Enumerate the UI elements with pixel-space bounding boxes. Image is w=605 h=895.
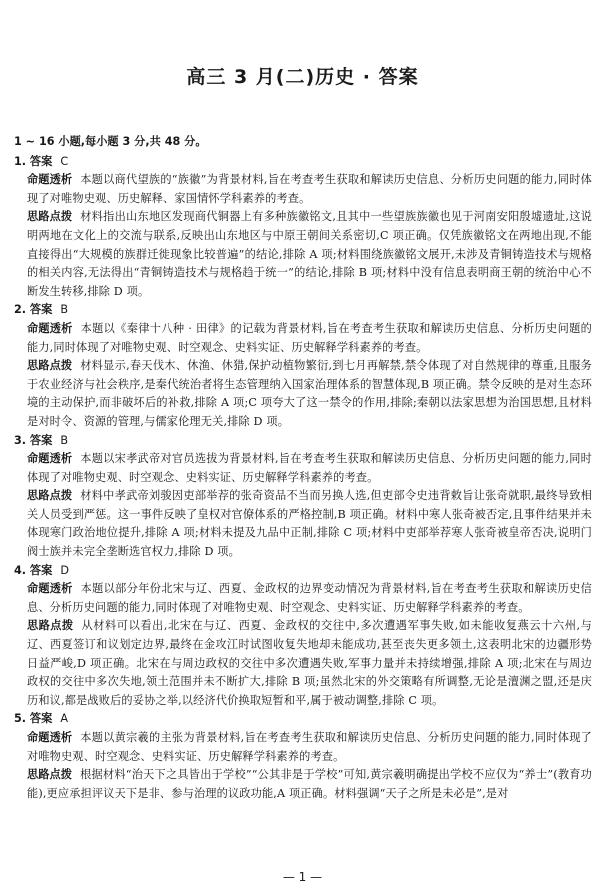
answer-value: C [60,154,69,168]
tip-label: 思路点拨 [27,768,73,782]
tip-label: 思路点拨 [27,210,73,224]
tip-text: 根据材料“治天下之具皆出于学校”“公其非是于学校”可知,黄宗羲明确提出学校不应仅为“养士”(教育功能),更应承担评议天下是非、参与治理的议政功能,A 项正确。材料强调“天子之所是未必是”,是对 [27,768,592,800]
intent-text: 本题以商代望族的“族徽”为背景材料,旨在考查考生获取和解读历史信息、分析历史问题的能力,同时体现了对唯物史观、历史解释、家国情怀学科素养的考查。 [27,173,592,205]
question-1 [14,153,592,302]
question-2 [14,301,592,431]
answer-value: A [60,712,68,726]
question-number: 5. 答案 [14,712,53,726]
tip-text: 从材料可以看出,北宋在与辽、西夏、金政权的交往中,多次遭遇军事失败,如未能收复燕云十六州,与辽、西夏签订和议划定边界,最终在金攻江时试图收复失地却未能成功,甚至丧失更多领土,这表明北宋的边疆形势日益严峻,D 项正确。北宋在与周边政权的交往中多次遭遇失败,军事力量并未持续增强,排除 A 项;北宋在与周边政权的交往中多次失地,领土范围并未不断扩大,排除 B 项;虽然北宋的外交策略有所调整,无论是澶渊之盟,还是庆历和议,都是战败后的妥协之举,以经济代价换取短暂和平,属于被动调整,排除 C 项。 [27,619,592,707]
intent-text: 本题以部分年份北宋与辽、西夏、金政权的边界变动情况为背景材料,旨在考查考生获取和解读历史信息、分析历史问题的能力,同时体现了对唯物史观、时空观念、史料实证、历史解释学科素养的考查。 [27,582,592,614]
question-5 [14,710,592,803]
tip-text: 材料显示,春天伐木、休渔、休猎,保护动植物繁衍,到七月再解禁,禁令体现了对自然规律的尊重,且服务于农业经济与社会秩序,是秦代统治者将生态管理纳入国家治理体系的智慧体现,B 项正确。禁令反映的是对生态环境的主动保护,而非破坏后的补救,排除 A 项;C 项夸大了这一禁令的作用,排除;秦朝以法家思想为治国思想,且材料是对时令、资源的管理,与儒家伦理无关,排除 D 项。 [27,359,592,428]
intent-label: 命题透析 [27,452,73,466]
intent-text: 本题以《秦律十八种 · 田律》的记载为背景材料,旨在考查考生获取和解读历史信息、分析历史问题的能力,同时体现了对唯物史观、时空观念、史料实证、历史解释学科素养的考查。 [27,321,592,354]
tip-paragraph [14,357,592,431]
question-number: 2. 答案 [14,303,53,317]
tip-text: 材料指出山东地区发现商代铜器上有多种族徽铭文,且其中一些望族族徽也见于河南安阳殷墟遗址,这说明两地在文化上的交流与联系,反映出山东地区与中原王朝间关系密切,C 项正确。仅凭族徽铭文在两地出现,不能直接得出“大规模的族群迁徙现象比较普遍”的结论,排除 A 项;材料围绕族徽铭文展开,未涉及青铜铸造技术与规格的相关内容,无法得出“青铜铸造技术与规格趋于统一”的结论,排除 B 项;材料中没有信息表明商王朝的统治中心不断发生转移,排除 D 项。 [27,210,592,298]
tip-label: 思路点拨 [27,359,73,373]
intent-paragraph [14,320,592,357]
intent-text: 本题以黄宗羲的主张为背景材料,旨在考查考生获取和解读历史信息、分析历史问题的能力,同时体现了对唯物史观、时空观念、史料实证、历史解释学科素养的考查。 [27,731,592,763]
tip-paragraph [14,487,592,561]
tip-paragraph [14,208,592,301]
tip-label: 思路点拨 [27,489,73,503]
tip-label: 思路点拨 [27,619,74,633]
intent-label: 命题透析 [27,321,73,335]
answer-line [14,432,592,451]
question-3 [14,432,592,562]
tip-paragraph [14,617,592,710]
intent-paragraph [14,450,592,487]
question-4 [14,562,592,711]
intent-label: 命题透析 [27,582,73,596]
page-title: 高三 3 月(二)历史 · 答案 [186,66,419,88]
answer-content [14,133,592,803]
intent-paragraph [14,171,592,208]
question-number: 1. 答案 [14,154,53,168]
answer-line [14,153,592,172]
intent-paragraph [14,580,592,617]
answer-value: B [60,303,68,317]
answer-line [14,562,592,581]
answer-line [14,301,592,320]
intent-label: 命题透析 [27,731,73,744]
question-number: 4. 答案 [14,563,53,577]
tip-paragraph [14,766,592,803]
intent-label: 命题透析 [27,173,73,187]
question-number: 3. 答案 [14,433,53,447]
answer-value: D [60,563,69,577]
intent-text: 本题以宋孝武帝对官员选拔为背景材料,旨在考查考生获取和解读历史信息、分析历史问题的能力,同时体现了对唯物史观、时空观念、史料实证、历史解释学科素养的考查。 [27,452,592,484]
answer-value: B [60,433,68,447]
page-number: — 1 — [282,870,323,884]
section-intro: 1 ~ 16 小题,每小题 3 分,共 48 分。 [14,135,207,148]
intent-paragraph [14,729,592,766]
answer-line [14,710,592,729]
tip-text: 材料中孝武帝刘骏因吏部举荐的张奇资品不当而另换人选,但吏部令史违背敕旨让张奇就职,最终导致相关人员受到严惩。这一事件反映了皇权对官僚体系的严格控制,B 项正确。材料中寒人张奇被否定,且事件结果并未体现寒门政治地位提升,排除 A 项;材料未提及九品中正制,排除 C 项;材料中吏部举荐寒人张奇被皇帝否决,说明门阀士族并未完全垄断选官权力,排除 D 项。 [27,489,592,559]
